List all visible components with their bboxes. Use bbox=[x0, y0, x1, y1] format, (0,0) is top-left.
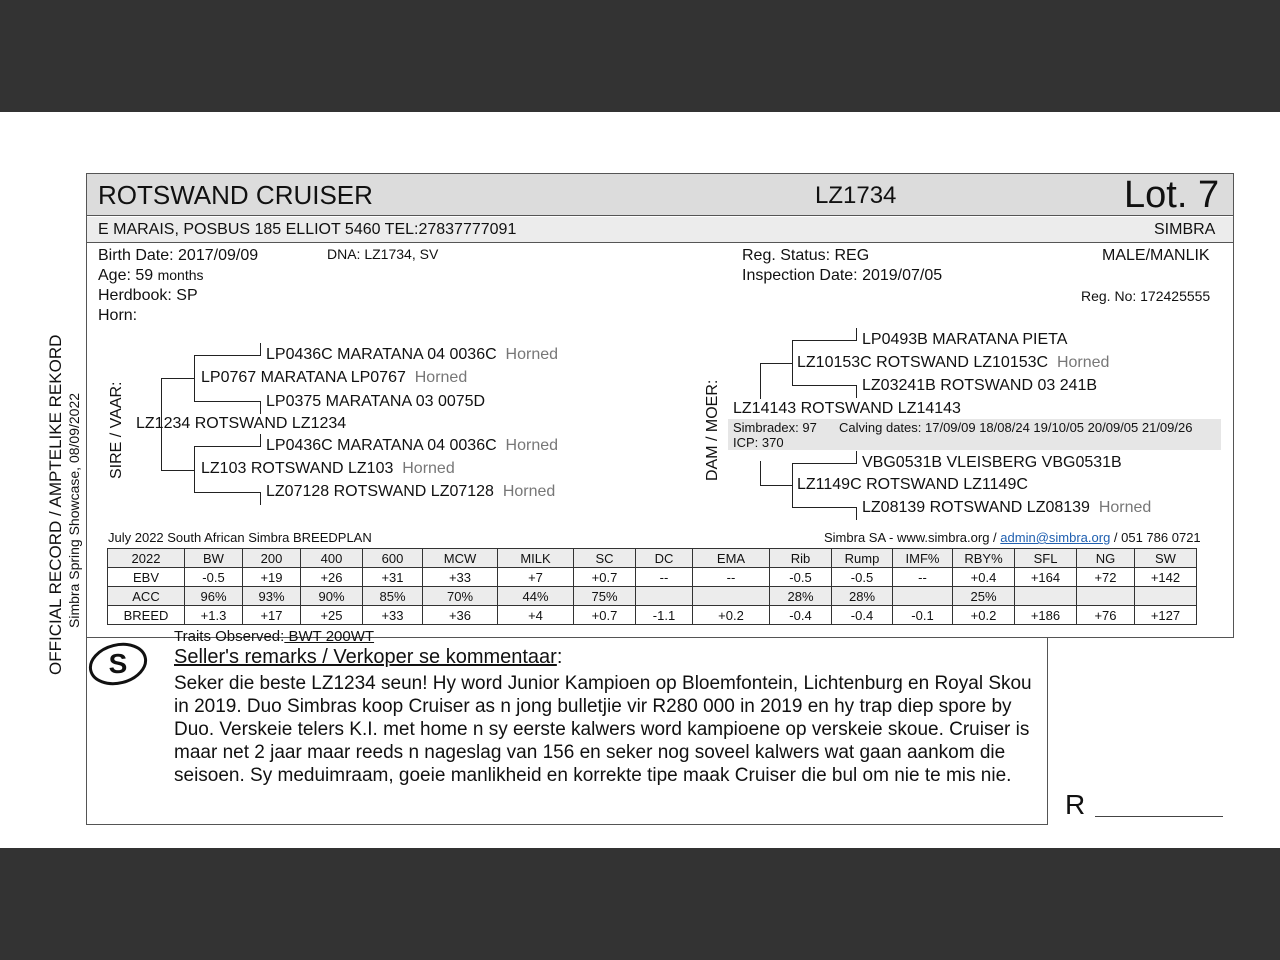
sire-label: SIRE / VAAR: bbox=[108, 381, 125, 479]
receipt-label: R bbox=[1065, 789, 1086, 820]
sex: MALE/MANLIK bbox=[1102, 247, 1210, 264]
simbra-logo-icon bbox=[87, 640, 149, 688]
acc-row: ACC 96% 93% 90% 85% 70% 44% 75% 28% 28% 25% bbox=[108, 587, 1197, 606]
receipt-line[interactable] bbox=[1095, 816, 1223, 817]
age-value: Age: 59 bbox=[98, 267, 154, 284]
sire-dam-dam: LZ07128 ROTSWAND LZ07128 Horned bbox=[266, 483, 556, 500]
dam-dam: LZ1149C ROTSWAND LZ1149C bbox=[797, 476, 1028, 493]
inspection-date: Inspection Date: 2019/07/05 bbox=[742, 267, 943, 284]
breedplan-title: July 2022 South African Simbra BREEDPLAN bbox=[108, 530, 372, 545]
sire-sire: LP0767 MARATANA LP0767 Horned bbox=[201, 369, 468, 386]
official-record-label: OFFICIAL RECORD / AMPTELIKE REKORD bbox=[46, 334, 65, 675]
remarks-heading: Seller's remarks / Verkoper se kommentaar: bbox=[174, 646, 563, 668]
breedplan-header-row: 2022 BW 200 400 600 MCW MILK SC DC EMA Rib Rump IMF% RBY% SFL NG SW bbox=[108, 549, 1197, 568]
dd-bracket bbox=[792, 463, 793, 508]
reg-number: Reg. No: 172425555 bbox=[1081, 288, 1211, 304]
calving-dates: Calving dates: 17/09/09 18/08/24 19/10/05 20/09/05 21/09/26 bbox=[839, 420, 1193, 435]
dam-sire-dam: LZ03241B ROTSWAND 03 241B bbox=[862, 377, 1098, 394]
dam-label: DAM / MOER: bbox=[704, 379, 721, 481]
dna: DNA: LZ1734, SV bbox=[327, 246, 439, 262]
dam-dam-sire: VBG0531B VLEISBERG VBG0531B bbox=[862, 454, 1122, 471]
sire-sire-sire: LP0436C MARATANA 04 0036C Horned bbox=[266, 346, 559, 363]
ss-bracket bbox=[194, 355, 195, 402]
birth-date: Birth Date: 2017/09/09 bbox=[98, 247, 259, 264]
horn: Horn: bbox=[98, 307, 138, 324]
top-letterbox bbox=[0, 0, 1280, 112]
ds-bracket bbox=[792, 340, 793, 386]
animal-name: ROTSWAND CRUISER bbox=[98, 180, 373, 210]
traits-observed: Traits Observed: BWT 200WT bbox=[174, 628, 375, 645]
herdbook: Herdbook: SP bbox=[98, 287, 198, 304]
dam-upper-bracket bbox=[760, 363, 761, 399]
dam-sire: LZ10153C ROTSWAND LZ10153C Horned bbox=[797, 354, 1110, 371]
email-link[interactable]: admin@simbra.org bbox=[1000, 530, 1111, 545]
dam: LZ14143 ROTSWAND LZ14143 bbox=[733, 400, 961, 417]
breedplan-table bbox=[107, 548, 1197, 625]
dam-lower-bracket bbox=[760, 461, 761, 485]
simbradex: Simbradex: 97 bbox=[733, 420, 817, 435]
reg-status: Reg. Status: REG bbox=[742, 247, 870, 264]
age bbox=[98, 267, 204, 285]
breed-row: BREED +1.3 +17 +25 +33 +36 +4 +0.7 -1.1 +0.2 -0.4 -0.4 -0.1 +0.2 +186 +76 +127 bbox=[108, 606, 1197, 625]
owner-info: E MARAIS, POSBUS 185 ELLIOT 5460 TEL:27837777091 bbox=[98, 221, 517, 238]
sire-sire-dam: LP0375 MARATANA 03 0075D bbox=[266, 393, 486, 410]
ebv-row: EBV -0.5 +19 +26 +31 +33 +7 +0.7 -- -- -0.5 -0.5 -- +0.4 +164 +72 +142 bbox=[108, 568, 1197, 587]
remarks-text: Seker die beste LZ1234 seun! Hy word Junior Kampioen op Bloemfontein, Lichtenburg en Royal Skou in 2019. Duo Simbras koop Cruiser as n jong bulletjie vir R280 000 in 2019 en hy trap diep spore by Duo. Verskeie telers K.I. met home n sy eerste kalwers word kampioene op verskeie skoue. Cruiser is maar net 2 jaar maar reeds n nageslag van 156 en seker nog soveel kalwers wat gaan aankom die seisoen. Sy meduimraam, goeie manlikheid en korrekte tipe maak Cruiser die bul om nie te mis nie. bbox=[174, 673, 1032, 786]
sire-dam: LZ103 ROTSWAND LZ103 Horned bbox=[201, 460, 455, 477]
sd-bracket bbox=[194, 446, 195, 493]
animal-code: LZ1734 bbox=[815, 182, 897, 209]
event-label: Simbra Spring Showcase, 08/09/2022 bbox=[66, 392, 82, 628]
bottom-letterbox bbox=[0, 848, 1280, 960]
lot-number: Lot. 7 bbox=[1124, 174, 1220, 216]
icp: ICP: 370 bbox=[733, 435, 784, 450]
age-unit: months bbox=[157, 267, 204, 283]
dam-dam-dam: LZ08139 ROTSWAND LZ08139 Horned bbox=[862, 499, 1152, 516]
dam-sire-sire: LP0493B MARATANA PIETA bbox=[862, 331, 1068, 348]
sire: LZ1234 ROTSWAND LZ1234 bbox=[136, 415, 347, 432]
breedplan-contact: Simbra SA - www.simbra.org / admin@simbra.org / 051 786 0721 bbox=[824, 530, 1201, 545]
sire-dam-sire: LP0436C MARATANA 04 0036C Horned bbox=[266, 437, 559, 454]
breed-name: SIMBRA bbox=[1154, 221, 1216, 238]
svg-text:S: S bbox=[108, 648, 128, 679]
